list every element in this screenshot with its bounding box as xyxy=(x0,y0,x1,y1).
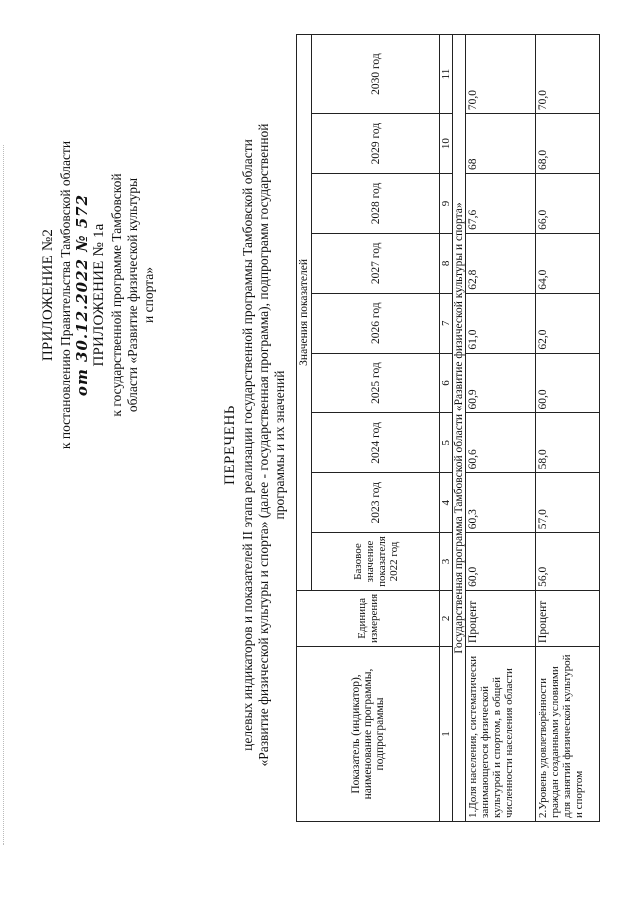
program-reference-line2: области «Развитие физической культуры xyxy=(124,177,140,413)
column-number: 1 xyxy=(440,646,453,821)
appendix-1a-title: ПРИЛОЖЕНИЕ № 1а xyxy=(91,223,108,367)
title-line-1: целевых индикаторов и показателей II этапа реализации государственной программы Тамбовской области xyxy=(239,139,255,751)
appendix-title: ПРИЛОЖЕНИЕ №2 xyxy=(40,228,56,362)
program-reference-line1: к государственной программе Тамбовской xyxy=(108,173,124,417)
title-line-2: «Развитие физической культуры и спорта» (далее - государственная программа), подпрограмм государственной xyxy=(255,123,271,767)
value-cell: 57,0 xyxy=(536,473,600,533)
resolution-reference: к постановлению Правительства Тамбовской области xyxy=(57,140,73,450)
value-cell: 70,0 xyxy=(466,35,536,114)
document-title xyxy=(222,55,287,835)
section-title: Государственная программа Тамбовской области «Развитие физической культуры и спорта» xyxy=(453,35,466,822)
column-number: 11 xyxy=(440,35,453,114)
program-reference-line3: и спорта» xyxy=(140,267,156,323)
title-line-3: программы и их значений xyxy=(271,370,287,520)
indicator-name: 1.Доля населения, систематически занимающегося физической культурой и спортом, в общей численности населения области xyxy=(466,646,536,821)
column-number: 6 xyxy=(440,353,453,413)
header-year: 2024 год xyxy=(312,413,440,473)
value-cell: 60,0 xyxy=(536,353,600,413)
value-cell: 67,6 xyxy=(466,174,536,234)
header-year: 2023 год xyxy=(312,473,440,533)
value-cell: 64,0 xyxy=(536,233,600,293)
column-number: 3 xyxy=(440,533,453,591)
header-year: 2025 год xyxy=(312,353,440,413)
header-unit: Единица измерения xyxy=(297,590,440,646)
column-number: 8 xyxy=(440,233,453,293)
unit-cell: Процент xyxy=(536,590,600,646)
section-row xyxy=(453,35,466,822)
column-number: 2 xyxy=(440,590,453,646)
value-cell: 60,3 xyxy=(466,473,536,533)
value-cell: 61,0 xyxy=(466,293,536,353)
indicator-name: 2.Уровень удовлетворённости граждан созданными условиями для занятий физической культурой и спортом xyxy=(536,646,600,821)
header-year: 2026 год xyxy=(312,293,440,353)
header-year: 2027 год xyxy=(312,233,440,293)
column-number: 7 xyxy=(440,293,453,353)
value-cell: 68 xyxy=(466,114,536,174)
indicators-table xyxy=(296,34,600,822)
column-number: 5 xyxy=(440,413,453,473)
value-cell: 68,0 xyxy=(536,114,600,174)
unit-cell: Процент xyxy=(466,590,536,646)
title-main: ПЕРЕЧЕНЬ xyxy=(222,405,238,485)
appendix-header xyxy=(40,105,157,485)
table-header-row-1 xyxy=(297,35,312,822)
header-indicator: Показатель (индикатор), наименование программы, подпрограммы xyxy=(297,646,440,821)
header-base-value: Базовое значение показателя 2022 год xyxy=(312,533,440,591)
column-number-row xyxy=(440,35,453,822)
header-year: 2029 год xyxy=(312,114,440,174)
value-cell: 66,0 xyxy=(536,174,600,234)
table-row xyxy=(536,35,600,822)
scan-edge-line xyxy=(3,145,4,845)
value-cell: 60,6 xyxy=(466,413,536,473)
header-year: 2030 год xyxy=(312,35,440,114)
value-cell: 70,0 xyxy=(536,35,600,114)
column-number: 4 xyxy=(440,473,453,533)
column-number: 9 xyxy=(440,174,453,234)
base-value-cell: 56,0 xyxy=(536,533,600,591)
header-values-group: Значения показателей xyxy=(297,35,312,591)
table-row xyxy=(466,35,536,822)
value-cell: 58,0 xyxy=(536,413,600,473)
base-value-cell: 60,0 xyxy=(466,533,536,591)
header-year: 2028 год xyxy=(312,174,440,234)
handwritten-date-number: от 30.12.2022 № 572 xyxy=(72,193,91,397)
value-cell: 60,9 xyxy=(466,353,536,413)
value-cell: 62,8 xyxy=(466,233,536,293)
column-number: 10 xyxy=(440,114,453,174)
value-cell: 62,0 xyxy=(536,293,600,353)
